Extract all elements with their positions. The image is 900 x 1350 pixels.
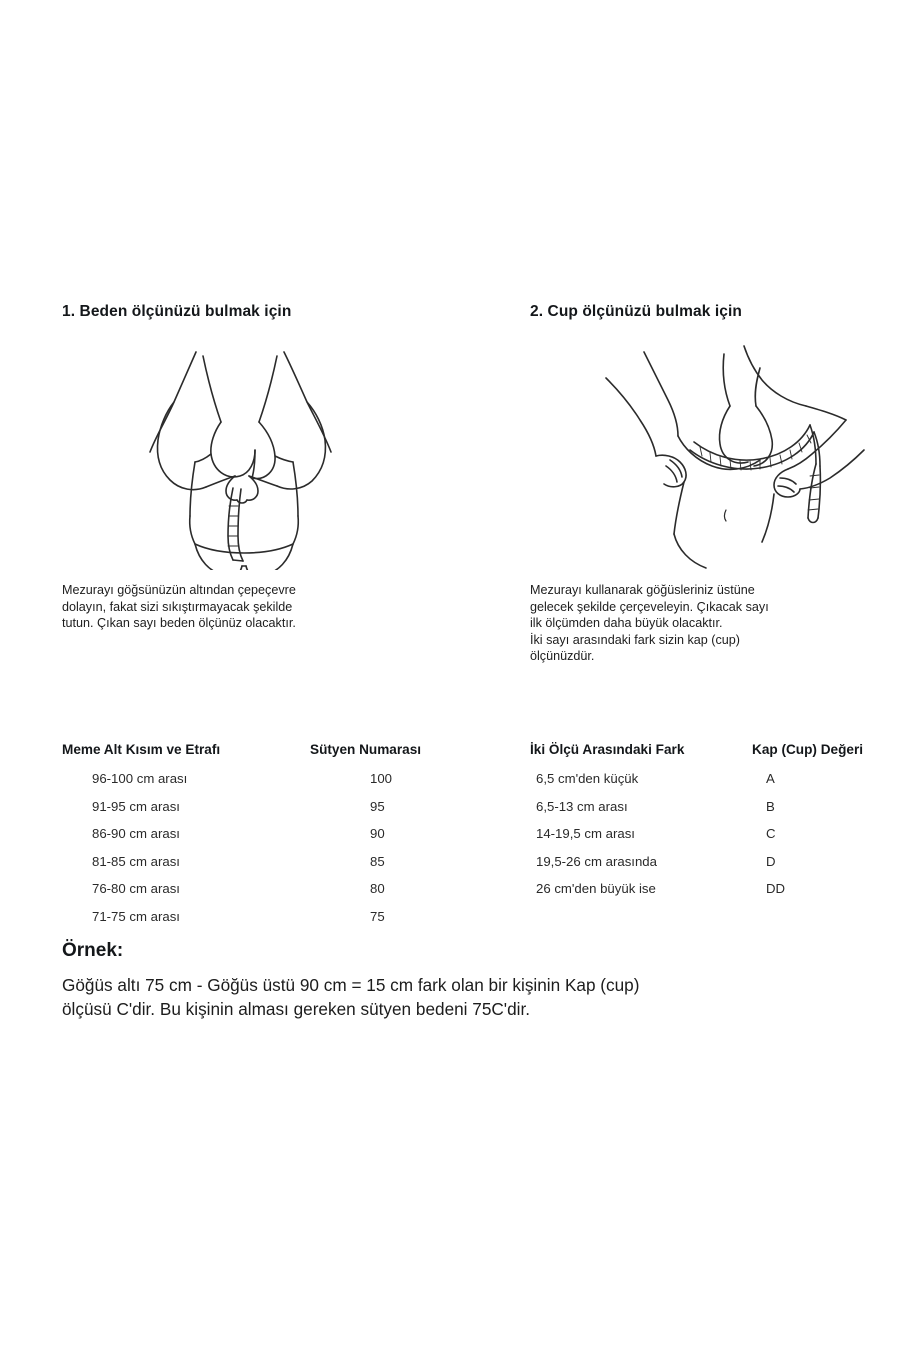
caption-line: gelecek şekilde çerçeveleyin. Çıkacak sayı: [530, 599, 769, 614]
column-header-cup-value: Kap (Cup) Değeri: [752, 742, 864, 757]
cup-size-table: [530, 742, 890, 909]
example-title: Örnek:: [62, 940, 124, 961]
cell-size: 80: [370, 881, 385, 896]
column-header-underbust: Meme Alt Kısım ve Etrafı: [62, 742, 221, 757]
cell-size: 75: [370, 908, 385, 924]
table-row: [62, 826, 482, 841]
caption-line: Mezurayı göğsünüzün altından çepeçevre: [62, 583, 296, 597]
caption-line: Mezurayı kullanarak göğüsleriniz üstüne: [530, 583, 755, 597]
bra-underbust-measure-illustration: [78, 340, 408, 570]
cell-difference: 26 cm'den büyük ise: [536, 881, 656, 896]
column-header-difference: İki Ölçü Arasındaki Fark: [530, 742, 685, 757]
step-1-caption: [62, 582, 418, 632]
cell-size: 100: [370, 771, 393, 786]
cell-cup: C: [766, 826, 776, 841]
step-2-caption: [530, 582, 880, 665]
cell-size: 90: [370, 826, 385, 841]
caption-line: tutun. Çıkan sayı beden ölçünüz olacaktır.: [62, 616, 296, 631]
cell-measurement: 91-95 cm arası: [92, 798, 180, 814]
caption-line: ilk ölçümden daha büyük olacaktır.: [530, 616, 723, 631]
step-1-heading: 1. Beden ölçünüzü bulmak için: [62, 303, 292, 320]
table-row: [530, 771, 890, 786]
caption-line: İki sayı arasındaki fark sizin kap (cup): [530, 632, 740, 647]
band-size-table: [62, 742, 482, 936]
caption-line: ölçünüzdür.: [530, 649, 595, 664]
table-header-row: [62, 742, 482, 757]
bra-bust-measure-illustration: [548, 332, 878, 572]
table-row: [62, 799, 482, 814]
cell-size: 85: [370, 853, 385, 869]
cell-difference: 14-19,5 cm arası: [536, 826, 635, 841]
cell-measurement: 96-100 cm arası: [92, 771, 188, 786]
cell-size: 95: [370, 798, 385, 814]
cell-measurement: 81-85 cm arası: [92, 853, 180, 869]
cell-cup: D: [766, 853, 776, 869]
table-row: [62, 854, 482, 869]
table-row: [530, 799, 890, 814]
example-line: ölçüsü C'dir. Bu kişinin alması gereken sütyen bedeni 75C'dir.: [62, 999, 531, 1020]
cell-difference: 6,5-13 cm arası: [536, 798, 628, 814]
cell-cup: B: [766, 798, 775, 814]
cell-cup: A: [766, 771, 775, 786]
cell-difference: 6,5 cm'den küçük: [536, 771, 639, 786]
cell-difference: 19,5-26 cm arasında: [536, 853, 657, 869]
cell-measurement: 76-80 cm arası: [92, 881, 180, 896]
step-2-heading: 2. Cup ölçünüzü bulmak için: [530, 303, 742, 320]
table-row: [530, 881, 890, 896]
caption-line: dolayın, fakat sizi sıkıştırmayacak şekilde: [62, 599, 293, 614]
table-row: [62, 909, 482, 924]
table-row: [530, 826, 890, 841]
column-header-bra-number: Sütyen Numarası: [310, 742, 422, 757]
cell-measurement: 71-75 cm arası: [92, 908, 180, 924]
table-row: [62, 771, 482, 786]
cell-cup: DD: [766, 881, 786, 896]
table-row: [62, 881, 482, 896]
cell-measurement: 86-90 cm arası: [92, 826, 180, 841]
table-row: [530, 854, 890, 869]
example-block: [62, 940, 822, 1022]
example-line: Göğüs altı 75 cm - Göğüs üstü 90 cm = 15 cm fark olan bir kişinin Kap (cup): [62, 975, 640, 995]
table-header-row: [530, 742, 890, 757]
